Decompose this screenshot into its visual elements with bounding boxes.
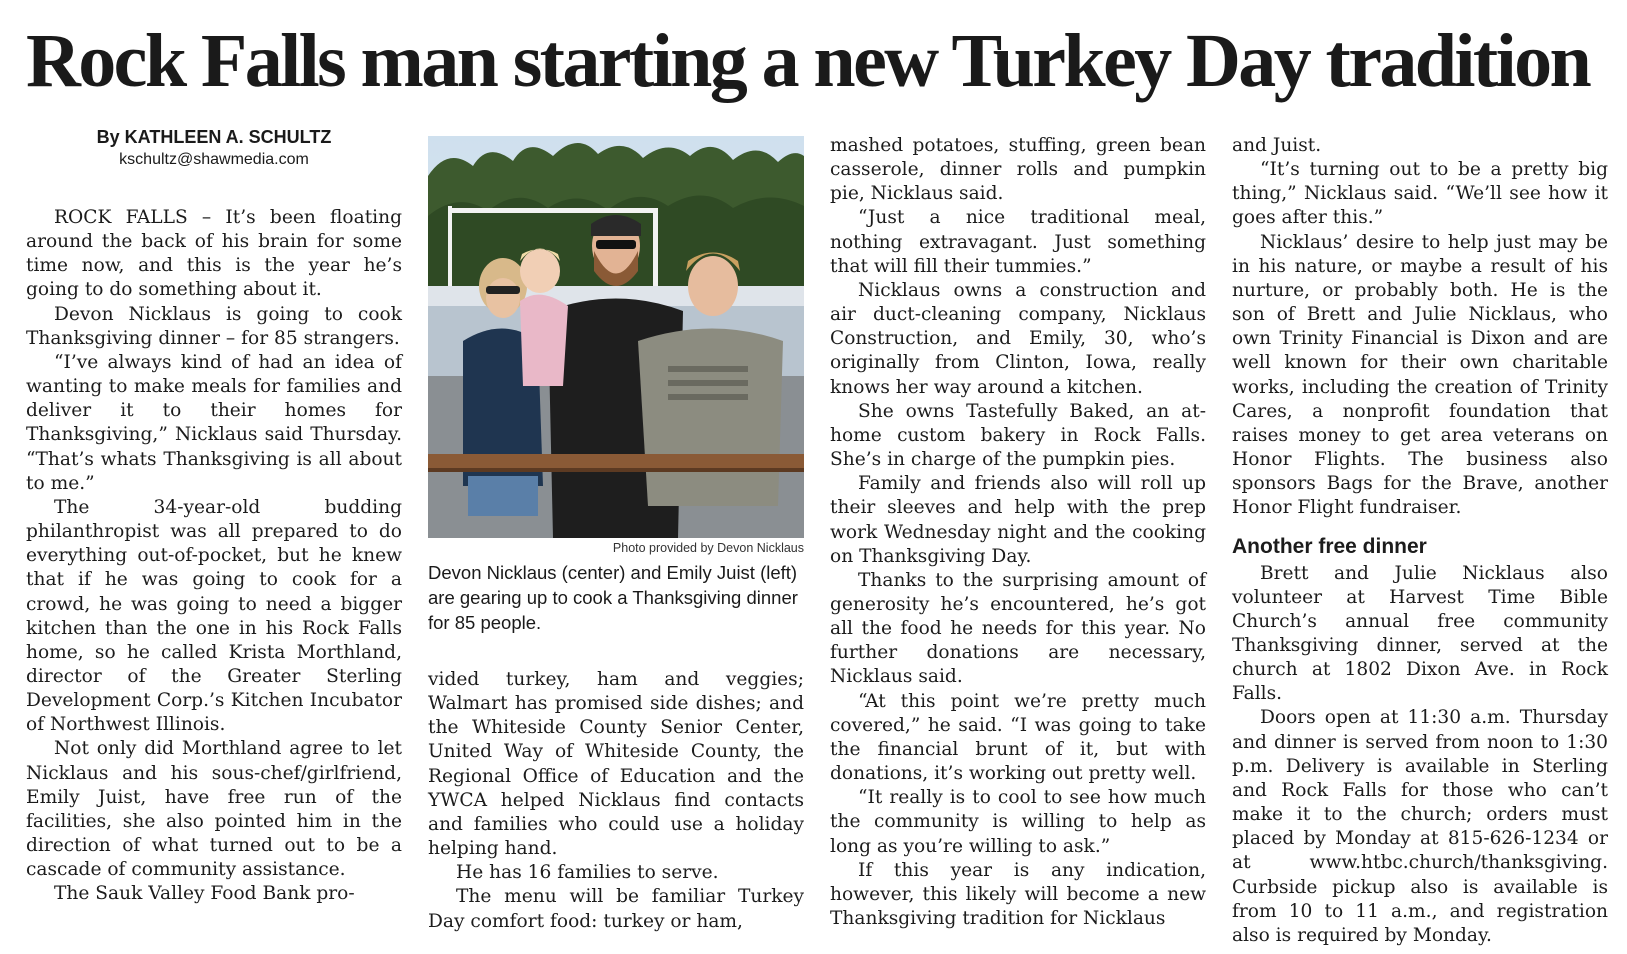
photo-credit: Photo provided by Devon Nicklaus bbox=[612, 541, 804, 555]
article-column-3 bbox=[830, 134, 1206, 931]
headline: Rock Falls man starting a new Turkey Day tradition bbox=[26, 19, 1590, 103]
paragraph: Devon Nicklaus is going to cook Thanksgiving dinner – for 85 strangers. bbox=[26, 303, 402, 349]
paragraph: Nicklaus’ desire to help just may be in his nature, or maybe a result of his nurture, or probably both. He is the son of Brett and Julie Nicklaus, who own Trinity Financial is Dixon and are well known for their own charitable works, including the creation of Trinity Cares, a nonprofit foundation that raises money to get area veterans on Honor Flights. The business also sponsors Bags for the Brave, another Honor Flight fundraiser. bbox=[1232, 231, 1608, 519]
paragraph: Family and friends also will roll up their sleeves and help with the prep work Wednesday night and the cooking on Thanksgiving Day. bbox=[830, 473, 1206, 567]
byline-email: kschultz@shawmedia.com bbox=[119, 151, 309, 168]
byline bbox=[26, 126, 402, 171]
article-column-2 bbox=[428, 668, 804, 934]
article-column-4 bbox=[1232, 134, 1608, 948]
paragraph: The menu will be familiar Turkey Day comfort food: turkey or ham, bbox=[428, 886, 804, 932]
paragraph: He has 16 families to serve. bbox=[456, 862, 719, 884]
paragraph: “Just a nice traditional meal, nothing extravagant. Just something that will fill their tummies.” bbox=[830, 207, 1206, 277]
paragraph: If this year is any indication, however, this likely will become a new Thanksgiving tradition for Nicklaus bbox=[830, 859, 1206, 929]
photo-caption: Devon Nicklaus (center) and Emily Juist (left) are gearing up to cook a Thanksgiving dinner for 85 people. bbox=[428, 562, 798, 633]
paragraph: and Juist. bbox=[1232, 135, 1322, 156]
paragraph: mashed potatoes, stuffing, green bean casserole, dinner rolls and pumpkin pie, Nicklaus said. bbox=[830, 135, 1206, 205]
paragraph: “It’s turning out to be a pretty big thing,” Nicklaus said. “We’ll see how it goes after this.” bbox=[1232, 159, 1608, 229]
paragraph: “I’ve always kind of had an idea of wanting to make meals for families and deliver it to their homes for Thanksgiving,” Nicklaus said Thursday. “That’s whats Thanksgiving is all about to me.” bbox=[26, 351, 402, 494]
byline-name: By KATHLEEN A. SCHULTZ bbox=[96, 127, 332, 147]
article-photo bbox=[428, 136, 804, 538]
paragraph: vided turkey, ham and veggies; Walmart has promised side dishes; and the Whiteside County Senior Center, United Way of Whiteside County, the Regional Office of Education and the YWCA helped Nicklaus find contacts and families who could use a holiday helping hand. bbox=[428, 669, 804, 860]
paragraph: Thanks to the surprising amount of generosity he’s encountered, he’s got all the food he needs for this year. No further donations are necessary, Nicklaus said. bbox=[830, 569, 1206, 688]
subhead: Another free dinner bbox=[1232, 534, 1427, 558]
paragraph: Brett and Julie Nicklaus also volunteer at Harvest Time Bible Church’s annual free community Thanksgiving dinner, served at the church at 1802 Dixon Ave. in Rock Falls. bbox=[1232, 562, 1608, 705]
paragraph: The 34-year-old budding philanthropist was all prepared to do everything out-of-pocket, but he knew that if he was going to cook for a crowd, he was going to need a bigger kitchen than the one in his Rock Falls home, so he called Krista Morthland, director of the Greater Sterling Development Corp.’s Kitchen Incubator of Northwest Illinois. bbox=[26, 496, 402, 736]
paragraph: She owns Tastefully Baked, an at-home custom bakery in Rock Falls. She’s in charge of the pumpkin pies. bbox=[830, 400, 1206, 471]
paragraph: Not only did Morthland agree to let Nicklaus and his sous-chef/girlfriend, Emily Juist, have free run of the facilities, she also pointed him in the direction of what turned out to be a cascade of community assistance. bbox=[26, 738, 402, 881]
paragraph: The Sauk Valley Food Bank pro- bbox=[54, 883, 355, 905]
family-photo-illustration bbox=[428, 136, 804, 538]
paragraph: ROCK FALLS – It’s been floating around the back of his brain for some time now, and this is the year he’s going to do something about it. bbox=[26, 207, 402, 301]
paragraph: Doors open at 11:30 a.m. Thursday and dinner is served from noon to 1:30 p.m. Delivery is available in Sterling and Rock Falls for those who can’t make it to the church; orders must placed by Monday at 815-626-1234 or at www.htbc.church/thanksgiving. Curbside pickup also is available is from 10 to 11 a.m., and registration also is required by Monday. bbox=[1232, 707, 1608, 946]
paragraph: Nicklaus owns a construction and air duct-cleaning company, Nicklaus Construction, and Emily, 30, who’s originally from Clinton, Iowa, really knows her way around a kitchen. bbox=[830, 279, 1206, 398]
paragraph: “At this point we’re pretty much covered,” he said. “I was going to take the financial brunt of it, but with donations, it’s working out pretty well. bbox=[830, 690, 1206, 785]
article-column-1 bbox=[26, 206, 402, 907]
paragraph: “It really is to cool to see how much the community is willing to help as long as you’re willing to ask.” bbox=[830, 787, 1206, 857]
